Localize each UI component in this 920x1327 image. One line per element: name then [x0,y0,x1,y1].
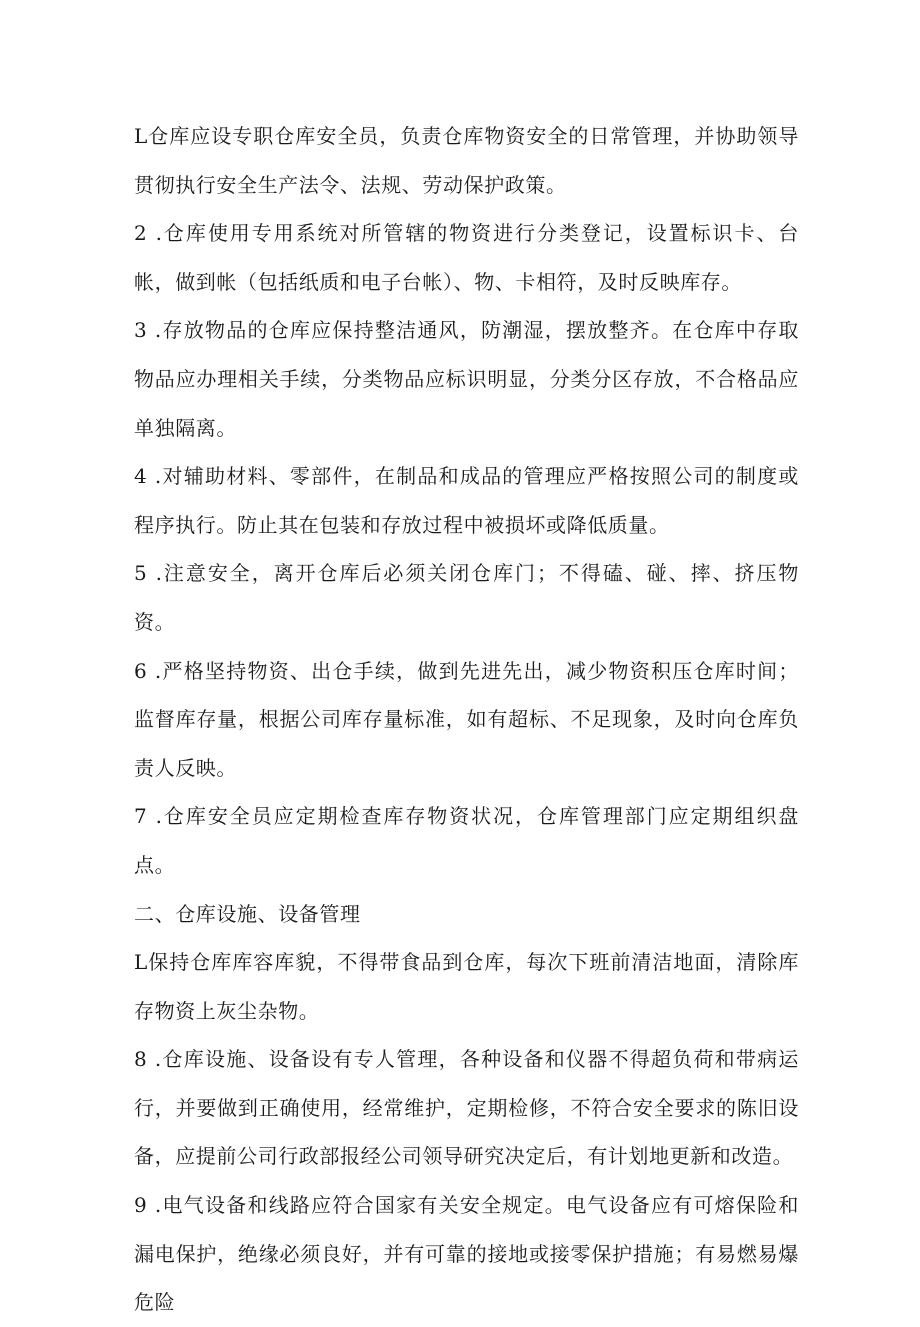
paragraph-item-5: 5 .注意安全，离开仓库后必须关闭仓库门；不得磕、碰、摔、挤压物资。 [134,561,799,634]
paragraph-item-2: 2 .仓库使用专用系统对所管辖的物资进行分类登记，设置标识卡、台帐，做到帐（包括纸质和电子台帐）、物、卡相符，及时反映库存。 [134,221,799,294]
document-body [134,112,799,1327]
paragraph-item-10: 9 .电气设备和线路应符合国家有关安全规定。电气设备应有可熔保险和漏电保护，绝缘必须良好，并有可靠的接地或接零保护措施；有易燃易爆危险 [134,1193,799,1315]
paragraph-item-7: 7 .仓库安全员应定期检查库存物资状况，仓库管理部门应定期组织盘点。 [134,804,799,877]
paragraph-item-8: L保持仓库库容库貌，不得带食品到仓库，每次下班前清洁地面，清除库存物资上灰尘杂物。 [134,950,799,1023]
paragraph-item-4: 4 .对辅助材料、零部件，在制品和成品的管理应严格按照公司的制度或程序执行。防止其在包装和存放过程中被损坏或降低质量。 [134,464,799,537]
paragraph-item-3: 3 .存放物品的仓库应保持整洁通风，防潮湿，摆放整齐。在仓库中存取物品应办理相关手续，分类物品应标识明显，分类分区存放，不合格品应单独隔离。 [134,318,799,440]
paragraph-item-1: L仓库应设专职仓库安全员，负责仓库物资安全的日常管理，并协助领导贯彻执行安全生产法令、法规、劳动保护政策。 [134,124,799,197]
paragraph-item-6: 6 .严格坚持物资、出仓手续，做到先进先出，减少物资积压仓库时间；监督库存量，根据公司库存量标准，如有超标、不足现象，及时向仓库负责人反映。 [134,658,799,780]
paragraph-item-9: 8 .仓库设施、设备设有专人管理，各种设备和仪器不得超负荷和带病运行，并要做到正确使用，经常维护，定期检修，不符合安全要求的陈旧设备，应提前公司行政部报经公司领导研究决定后，有计划地更新和改造。 [134,1047,799,1169]
section-heading: 二、仓库设施、设备管理 [134,901,361,926]
